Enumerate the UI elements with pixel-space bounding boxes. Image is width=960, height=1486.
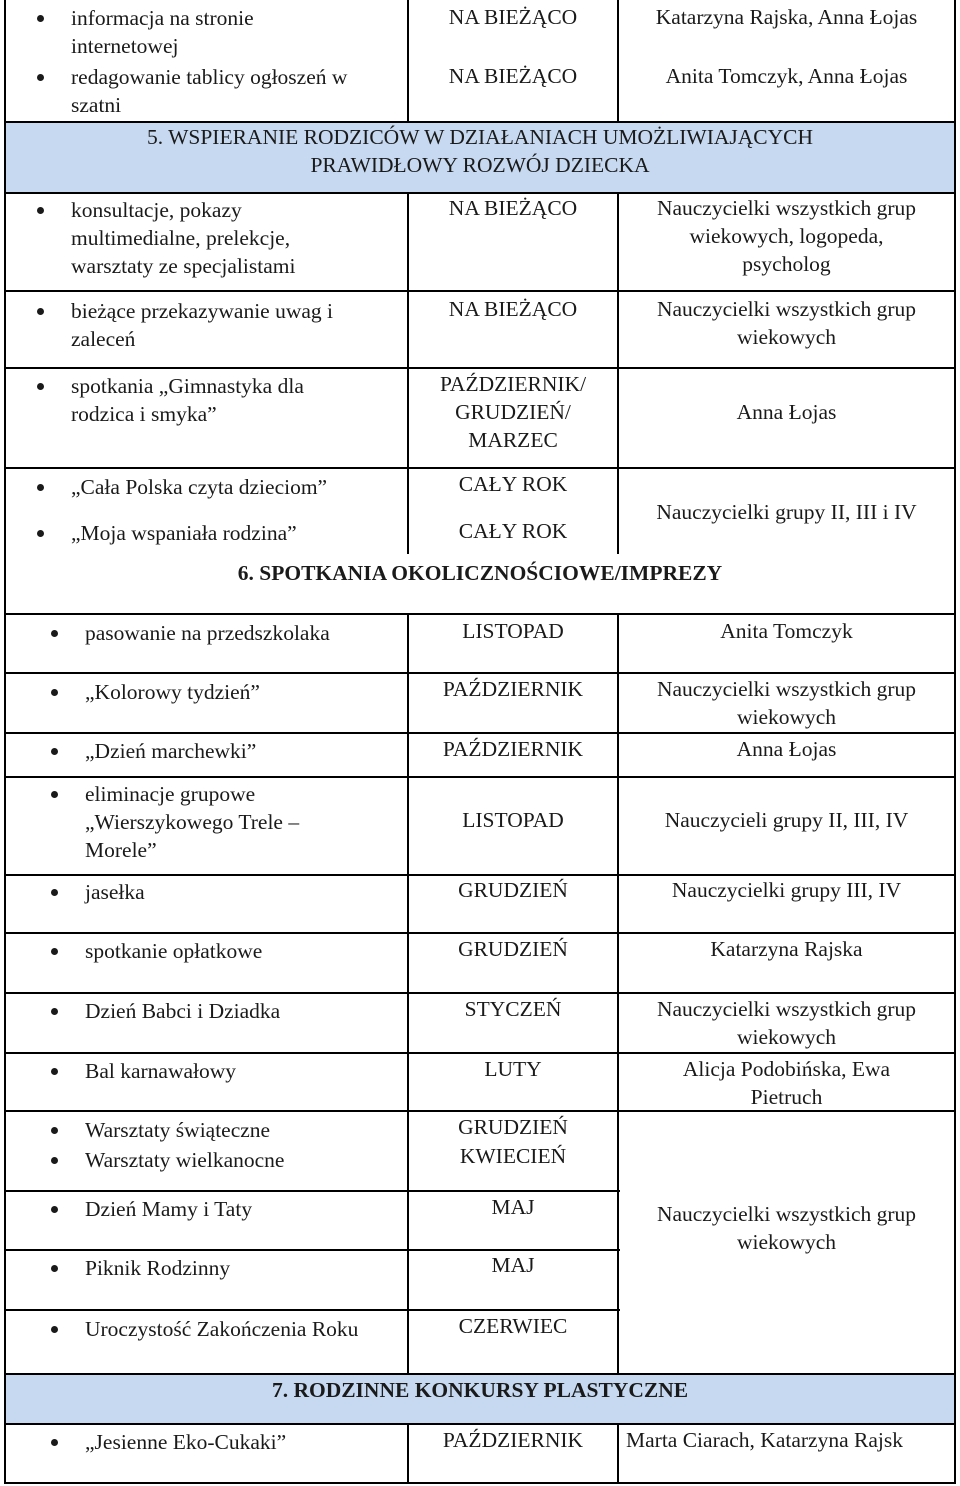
table-right-border	[954, 0, 956, 1484]
row-divider	[4, 613, 956, 615]
section-title-line: 5. WSPIERANIE RODZICÓW W DZIAŁANIACH UMOŻLIWIAJĄCYCH	[146, 125, 814, 149]
date-cell: MAJ	[491, 1195, 535, 1219]
bullet-icon	[37, 530, 44, 537]
bullet-icon	[51, 748, 58, 755]
responsible-line: wiekowych	[736, 325, 837, 349]
date-cell: STYCZEŃ	[464, 997, 562, 1021]
row-divider	[4, 1309, 620, 1311]
row-divider	[4, 732, 956, 734]
row-divider	[4, 932, 956, 934]
activity-line: Warsztaty świąteczne	[85, 1118, 271, 1142]
date-cell: LISTOPAD	[462, 808, 564, 832]
bullet-icon	[51, 689, 58, 696]
row-divider	[4, 672, 956, 674]
row-divider	[4, 1373, 956, 1375]
responsible-line: wiekowych, logopeda,	[689, 224, 884, 248]
row-divider	[4, 1190, 620, 1192]
activity-line: Uroczystość Zakończenia Roku	[85, 1317, 359, 1341]
activity-line: „Cała Polska czyta dzieciom”	[71, 475, 328, 499]
date-cell: PAŹDZIERNIK	[442, 737, 584, 761]
date-cell: NA BIEŻĄCO	[448, 64, 578, 88]
responsible-line: Nauczycielki wszystkich grup	[656, 196, 917, 220]
table-bottom-border	[4, 1482, 956, 1484]
section-title: 6. SPOTKANIA OKOLICZNOŚCIOWE/IMPREZY	[237, 561, 723, 585]
bullet-icon	[37, 383, 44, 390]
responsible-cell: Marta Ciarach, Katarzyna Rajsk	[626, 1428, 903, 1452]
date-line: GRUDZIEŃ/	[455, 400, 571, 424]
date-line: MARZEC	[468, 428, 558, 452]
section-title	[4, 123, 956, 179]
date-cell: GRUDZIEŃ	[458, 878, 568, 902]
date-cell: NA BIEŻĄCO	[448, 297, 578, 321]
row-divider	[4, 367, 956, 369]
date-cell: NA BIEŻĄCO	[448, 5, 578, 29]
activity-line: „Moja wspaniała rodzina”	[71, 521, 297, 545]
bullet-icon	[51, 1326, 58, 1333]
bullet-icon	[37, 207, 44, 214]
responsible-line: wiekowych	[736, 1025, 837, 1049]
responsible-line: wiekowych	[736, 705, 837, 729]
date-cell: LUTY	[484, 1057, 542, 1081]
bullet-icon	[51, 1206, 58, 1213]
responsible-cell: Nauczycielki grupy III, IV	[671, 878, 902, 902]
bullet-icon	[37, 484, 44, 491]
responsible-line: Alicja Podobińska, Ewa	[682, 1057, 891, 1081]
row-divider	[4, 467, 956, 469]
date-cell: PAŹDZIERNIK	[442, 677, 584, 701]
bullet-icon	[51, 948, 58, 955]
responsible-cell: Nauczycielki grupy II, III i IV	[656, 500, 917, 524]
bullet-icon	[51, 1439, 58, 1446]
date-cell: CAŁY ROK	[458, 472, 568, 496]
activity-line: Morele”	[85, 838, 157, 862]
activity-line: eliminacje grupowe	[85, 782, 256, 806]
activity-line: redagowanie tablicy ogłoszeń w	[71, 65, 348, 89]
bullet-icon	[51, 1008, 58, 1015]
responsible-line: Nauczycielki wszystkich grup	[656, 997, 917, 1021]
activity-line: Warsztaty wielkanocne	[85, 1148, 285, 1172]
bullet-icon	[51, 1068, 58, 1075]
responsible-cell: Anita Tomczyk, Anna Łojas	[665, 64, 908, 88]
date-line: KWIECIEŃ	[459, 1144, 567, 1168]
row-divider	[4, 992, 956, 994]
date-cell: MAJ	[491, 1253, 535, 1277]
bullet-icon	[51, 630, 58, 637]
responsible-cell: Anita Tomczyk	[720, 619, 853, 643]
bullet-icon	[37, 15, 44, 22]
activity-line: spotkanie opłatkowe	[85, 939, 263, 963]
activity-line: Bal karnawałowy	[85, 1059, 237, 1083]
row-divider	[4, 1052, 956, 1054]
activity-line: multimedialne, prelekcje,	[71, 226, 291, 250]
bullet-icon	[51, 1127, 58, 1134]
responsible-cell: Nauczycieli grupy II, III, IV	[664, 808, 909, 832]
date-line: PAŹDZIERNIK/	[439, 372, 587, 396]
bullet-icon	[51, 1157, 58, 1164]
responsible-line: Nauczycielki wszystkich grup	[656, 1202, 917, 1226]
bullet-icon	[51, 889, 58, 896]
activity-line: informacja na stronie	[71, 6, 254, 30]
activity-line: internetowej	[71, 34, 179, 58]
date-cell: CZERWIEC	[458, 1314, 568, 1338]
activity-line: Dzień Mamy i Taty	[85, 1197, 253, 1221]
date-cell: PAŹDZIERNIK	[442, 1428, 584, 1452]
section-title: 7. RODZINNE KONKURSY PLASTYCZNE	[271, 1378, 689, 1402]
bullet-icon	[51, 791, 58, 798]
date-line: GRUDZIEŃ	[458, 1115, 568, 1139]
responsible-line: Pietruch	[750, 1085, 823, 1109]
section-title-line: PRAWIDŁOWY ROZWÓJ DZIECKA	[310, 153, 650, 177]
responsible-cell: Katarzyna Rajska	[710, 937, 863, 961]
activity-line: bieżące przekazywanie uwag i	[71, 299, 334, 323]
responsible-line: psycholog	[742, 252, 831, 276]
responsible-cell: Katarzyna Rajska, Anna Łojas	[655, 5, 918, 29]
activity-line: zaleceń	[71, 327, 136, 351]
row-divider	[4, 776, 956, 778]
activity-line: „Wierszykowego Trele –	[85, 810, 300, 834]
row-divider	[4, 1423, 956, 1425]
row-divider	[4, 290, 956, 292]
date-cell: LISTOPAD	[462, 619, 564, 643]
activity-line: spotkania „Gimnastyka dla	[71, 374, 304, 398]
date-cell: NA BIEŻĄCO	[448, 196, 578, 220]
activity-line: pasowanie na przedszkolaka	[85, 621, 330, 645]
bullet-icon	[37, 74, 44, 81]
responsible-cell: Anna Łojas	[736, 400, 837, 424]
activity-line: „Jesienne Eko-Cukaki”	[85, 1430, 287, 1454]
table-left-border	[4, 0, 6, 1484]
responsible-line: Nauczycielki wszystkich grup	[656, 297, 917, 321]
column-divider	[617, 1423, 619, 1483]
activity-line: szatni	[71, 93, 122, 117]
activity-line: Piknik Rodzinny	[85, 1256, 231, 1280]
activity-line: jasełka	[85, 880, 145, 904]
activity-line: Dzień Babci i Dziadka	[85, 999, 281, 1023]
bullet-icon	[51, 1265, 58, 1272]
activity-line: rodzica i smyka”	[71, 402, 217, 426]
date-cell: CAŁY ROK	[458, 519, 568, 543]
activity-line: „Kolorowy tydzień”	[85, 680, 260, 704]
activity-line: warsztaty ze specjalistami	[71, 254, 296, 278]
responsible-cell: Anna Łojas	[736, 737, 837, 761]
responsible-line: wiekowych	[736, 1230, 837, 1254]
activity-line: „Dzień marchewki”	[85, 739, 257, 763]
activity-line: konsultacje, pokazy	[71, 198, 242, 222]
bullet-icon	[37, 308, 44, 315]
date-cell: GRUDZIEŃ	[458, 937, 568, 961]
responsible-line: Nauczycielki wszystkich grup	[656, 677, 917, 701]
